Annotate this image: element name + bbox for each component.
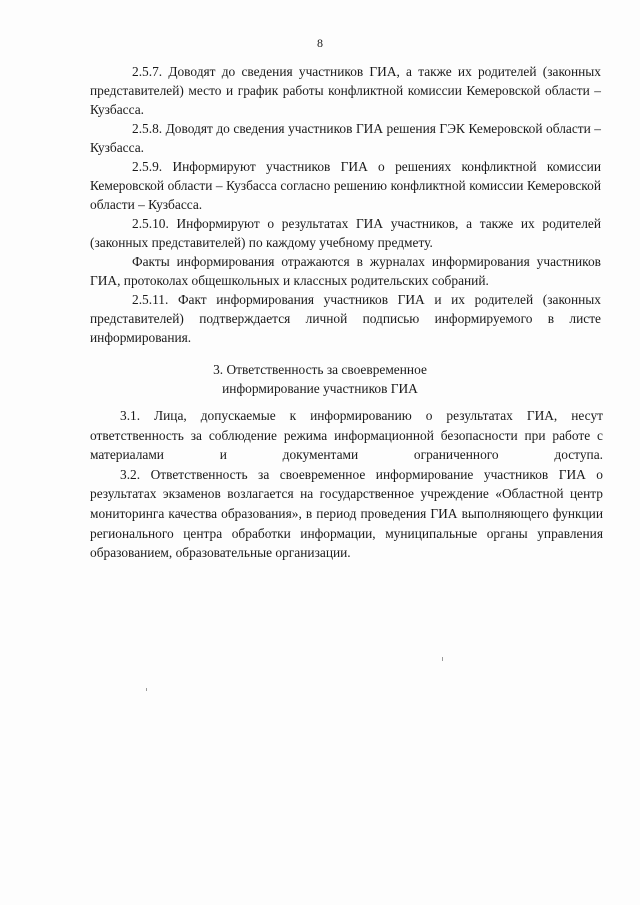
item-2-5-10: 2.5.10. Информируют о результатах ГИА участников, а также их родителей (законных представителей) по каждому учебному предмету. [90,216,601,250]
section-3-heading-line2: информирование участников ГИА [222,381,418,396]
section-3-heading-line1: 3. Ответственность за своевременное [213,362,427,377]
item-2-5-11: 2.5.11. Факт информирования участников ГИА и их родителей (законных представителей) подтверждается личной подписью информируемого в листе информирования. [90,292,601,345]
section-3-items [90,406,603,563]
section-2-5-items [90,62,601,347]
item-2-5-8: 2.5.8. Доводят до сведения участников ГИА решения ГЭК Кемеровской области – Кузбасса. [90,121,601,155]
scan-speck [146,688,147,691]
item-3-1: 3.1. Лица, допускаемые к информированию о результатах ГИА, несут ответственность за соблюдение режима информационной безопасности при работе с материалами и документами ограниченного доступа. [90,408,603,463]
page-number: 8 [317,36,323,50]
item-3-2: 3.2. Ответственность за своевременное информирование участников ГИА о результатах экзаменов возлагается на государственное учреждение «Областной центр мониторинга качества образования», в период проведения ГИА выполняющего функции регионального центра обработки информации, муниципальные органы управления образованием, образовательные организации. [90,466,603,561]
item-2-5-7: 2.5.7. Доводят до сведения участников ГИА, а также их родителей (законных представителей) место и график работы конфликтной комиссии Кемеровской области – Кузбасса. [90,64,601,117]
item-2-5-9: 2.5.9. Информируют участников ГИА о решениях конфликтной комиссии Кемеровской области – Кузбасса согласно решению конфликтной комиссии Кемеровской области – Кузбасса. [90,159,601,212]
scan-speck [442,657,443,661]
section-3-heading [0,360,640,398]
informing-facts-paragraph: Факты информирования отражаются в журналах информирования участников ГИА, протоколах общешкольных и классных родительских собраний. [90,254,601,288]
